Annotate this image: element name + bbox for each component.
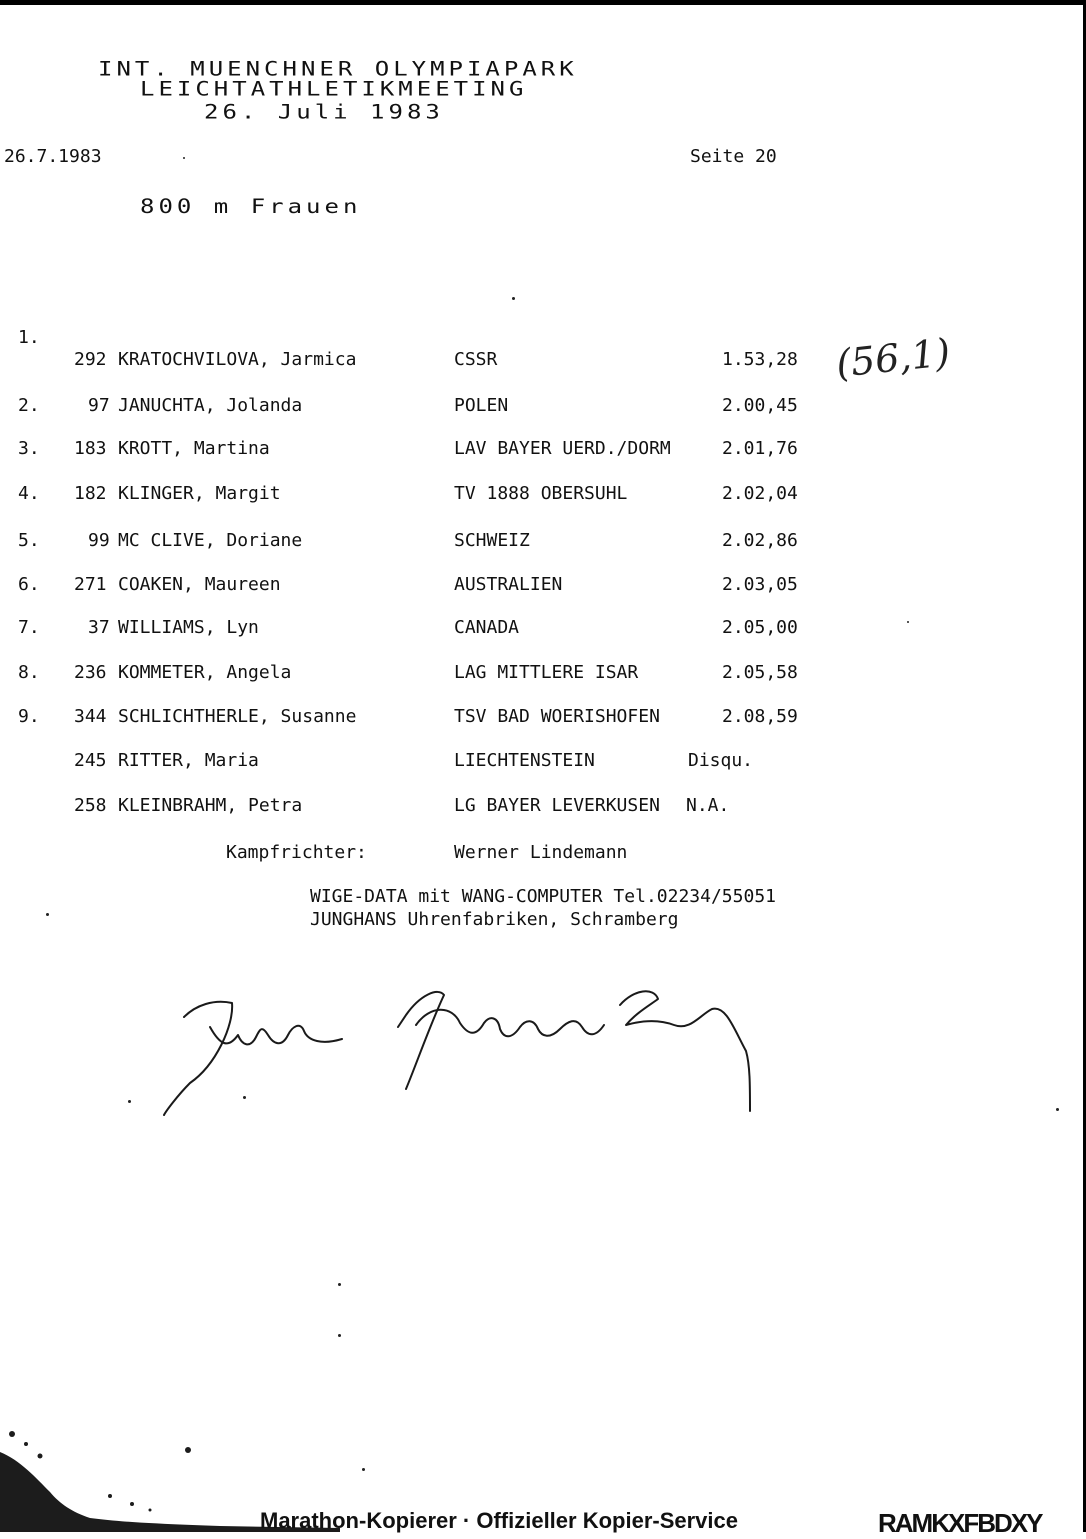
result-athlete: JANUCHTA, Jolanda bbox=[118, 395, 303, 416]
event-title: 800 m Frauen bbox=[140, 195, 362, 218]
signature-stroke bbox=[164, 1002, 232, 1115]
result-time: 1.53,28 bbox=[722, 349, 798, 370]
result-club: LAV BAYER UERD./DORM bbox=[454, 438, 671, 459]
result-athlete: WILLIAMS, Lyn bbox=[118, 617, 259, 638]
result-place: 9. bbox=[18, 706, 40, 727]
speck-mark bbox=[128, 1100, 131, 1103]
speck-mark bbox=[185, 1447, 191, 1453]
result-place: 2. bbox=[18, 395, 40, 416]
result-row bbox=[0, 707, 1086, 731]
signature-stroke bbox=[398, 992, 444, 1089]
result-time: 2.05,58 bbox=[722, 662, 798, 683]
referee-label: Kampfrichter: bbox=[226, 842, 367, 863]
speck-mark bbox=[907, 621, 909, 623]
result-athlete: KRATOCHVILOVA, Jarmica bbox=[118, 349, 357, 370]
speck-mark bbox=[9, 1431, 15, 1437]
result-club: LG BAYER LEVERKUSEN bbox=[454, 795, 660, 816]
result-club: LAG MITTLERE ISAR bbox=[454, 662, 639, 683]
result-athlete: KROTT, Martina bbox=[118, 438, 270, 459]
result-note: Disqu. bbox=[688, 750, 754, 771]
timing-credit: WIGE-DATA mit WANG-COMPUTER Tel.02234/55051 bbox=[310, 886, 776, 907]
result-time: 2.05,00 bbox=[722, 617, 798, 638]
result-bib: 258 bbox=[74, 795, 107, 816]
document-date: 26.7.1983 bbox=[4, 146, 102, 167]
result-row bbox=[0, 396, 1086, 420]
result-club: LIECHTENSTEIN bbox=[454, 750, 595, 771]
result-row bbox=[0, 439, 1086, 463]
result-place: 1. bbox=[18, 327, 40, 348]
speck-mark bbox=[338, 1334, 341, 1337]
result-club: TSV BAD WOERISHOFEN bbox=[454, 706, 660, 727]
result-place: 7. bbox=[18, 617, 40, 638]
speck-mark bbox=[338, 1283, 341, 1286]
result-place: 8. bbox=[18, 662, 40, 683]
speck-mark bbox=[38, 1454, 43, 1459]
result-place: 4. bbox=[18, 483, 40, 504]
signature-stroke bbox=[620, 991, 750, 1111]
result-club: POLEN bbox=[454, 395, 509, 416]
result-time: 2.00,45 bbox=[722, 395, 798, 416]
speck-mark bbox=[362, 1468, 365, 1471]
result-club: TV 1888 OBERSUHL bbox=[454, 483, 628, 504]
result-bib: 292 bbox=[74, 349, 107, 370]
speck-mark bbox=[130, 1502, 134, 1506]
meeting-subtitle: LEICHTATHLETIKMEETING bbox=[140, 77, 528, 101]
result-club: CANADA bbox=[454, 617, 520, 638]
result-time: 2.08,59 bbox=[722, 706, 798, 727]
handwritten-split-note: (56,1) bbox=[834, 330, 953, 386]
result-row bbox=[0, 575, 1086, 599]
result-athlete: KLINGER, Margit bbox=[118, 483, 281, 504]
result-note: N.A. bbox=[686, 795, 730, 816]
result-athlete: KOMMETER, Angela bbox=[118, 662, 292, 683]
result-athlete: COAKEN, Maureen bbox=[118, 574, 281, 595]
copy-stamp-code: RAMKXFBDXY bbox=[878, 1508, 1042, 1538]
page-number: Seite 20 bbox=[690, 146, 777, 167]
speck-mark bbox=[46, 913, 49, 916]
speck-mark bbox=[108, 1494, 112, 1498]
speck-mark bbox=[149, 1509, 152, 1512]
result-row bbox=[0, 484, 1086, 508]
speck-mark bbox=[24, 1442, 28, 1446]
result-club: AUSTRALIEN bbox=[454, 574, 563, 595]
result-row bbox=[0, 751, 1086, 775]
result-club: SCHWEIZ bbox=[454, 530, 530, 551]
result-time: 2.02,04 bbox=[722, 483, 798, 504]
result-bib: 99 bbox=[88, 530, 110, 551]
result-row bbox=[0, 531, 1086, 555]
result-bib: 344 bbox=[74, 706, 107, 727]
result-row bbox=[0, 618, 1086, 642]
signature-stroke bbox=[416, 1010, 604, 1037]
result-row bbox=[0, 663, 1086, 687]
speck-mark bbox=[243, 1096, 246, 1099]
result-place: 3. bbox=[18, 438, 40, 459]
result-place: 6. bbox=[18, 574, 40, 595]
result-time: 2.01,76 bbox=[722, 438, 798, 459]
result-row bbox=[0, 796, 1086, 820]
speck-mark bbox=[512, 297, 515, 300]
referee-name: Werner Lindemann bbox=[454, 842, 628, 863]
result-time: 2.02,86 bbox=[722, 530, 798, 551]
meeting-date: 26. Juli 1983 bbox=[204, 100, 444, 124]
speck-mark bbox=[1056, 1108, 1059, 1111]
result-bib: 236 bbox=[74, 662, 107, 683]
result-athlete: KLEINBRAHM, Petra bbox=[118, 795, 303, 816]
result-bib: 97 bbox=[88, 395, 110, 416]
signature-stroke bbox=[210, 1026, 342, 1045]
result-athlete: RITTER, Maria bbox=[118, 750, 259, 771]
result-athlete: SCHLICHTHERLE, Susanne bbox=[118, 706, 357, 727]
result-athlete: MC CLIVE, Doriane bbox=[118, 530, 303, 551]
signatures bbox=[150, 965, 770, 1125]
result-club: CSSR bbox=[454, 349, 498, 370]
result-time: 2.03,05 bbox=[722, 574, 798, 595]
result-bib: 183 bbox=[74, 438, 107, 459]
result-bib: 245 bbox=[74, 750, 107, 771]
top-edge-shadow bbox=[0, 0, 1086, 5]
timing-sponsor: JUNGHANS Uhrenfabriken, Schramberg bbox=[310, 909, 679, 930]
result-place: 5. bbox=[18, 530, 40, 551]
result-bib: 271 bbox=[74, 574, 107, 595]
speck-mark bbox=[183, 157, 185, 159]
meeting-title: INT. MUENCHNER OLYMPIAPARK bbox=[98, 57, 578, 81]
copy-service-footer: Marathon-Kopierer · Offizieller Kopier-Service bbox=[260, 1508, 738, 1533]
result-bib: 37 bbox=[88, 617, 110, 638]
result-bib: 182 bbox=[74, 483, 107, 504]
